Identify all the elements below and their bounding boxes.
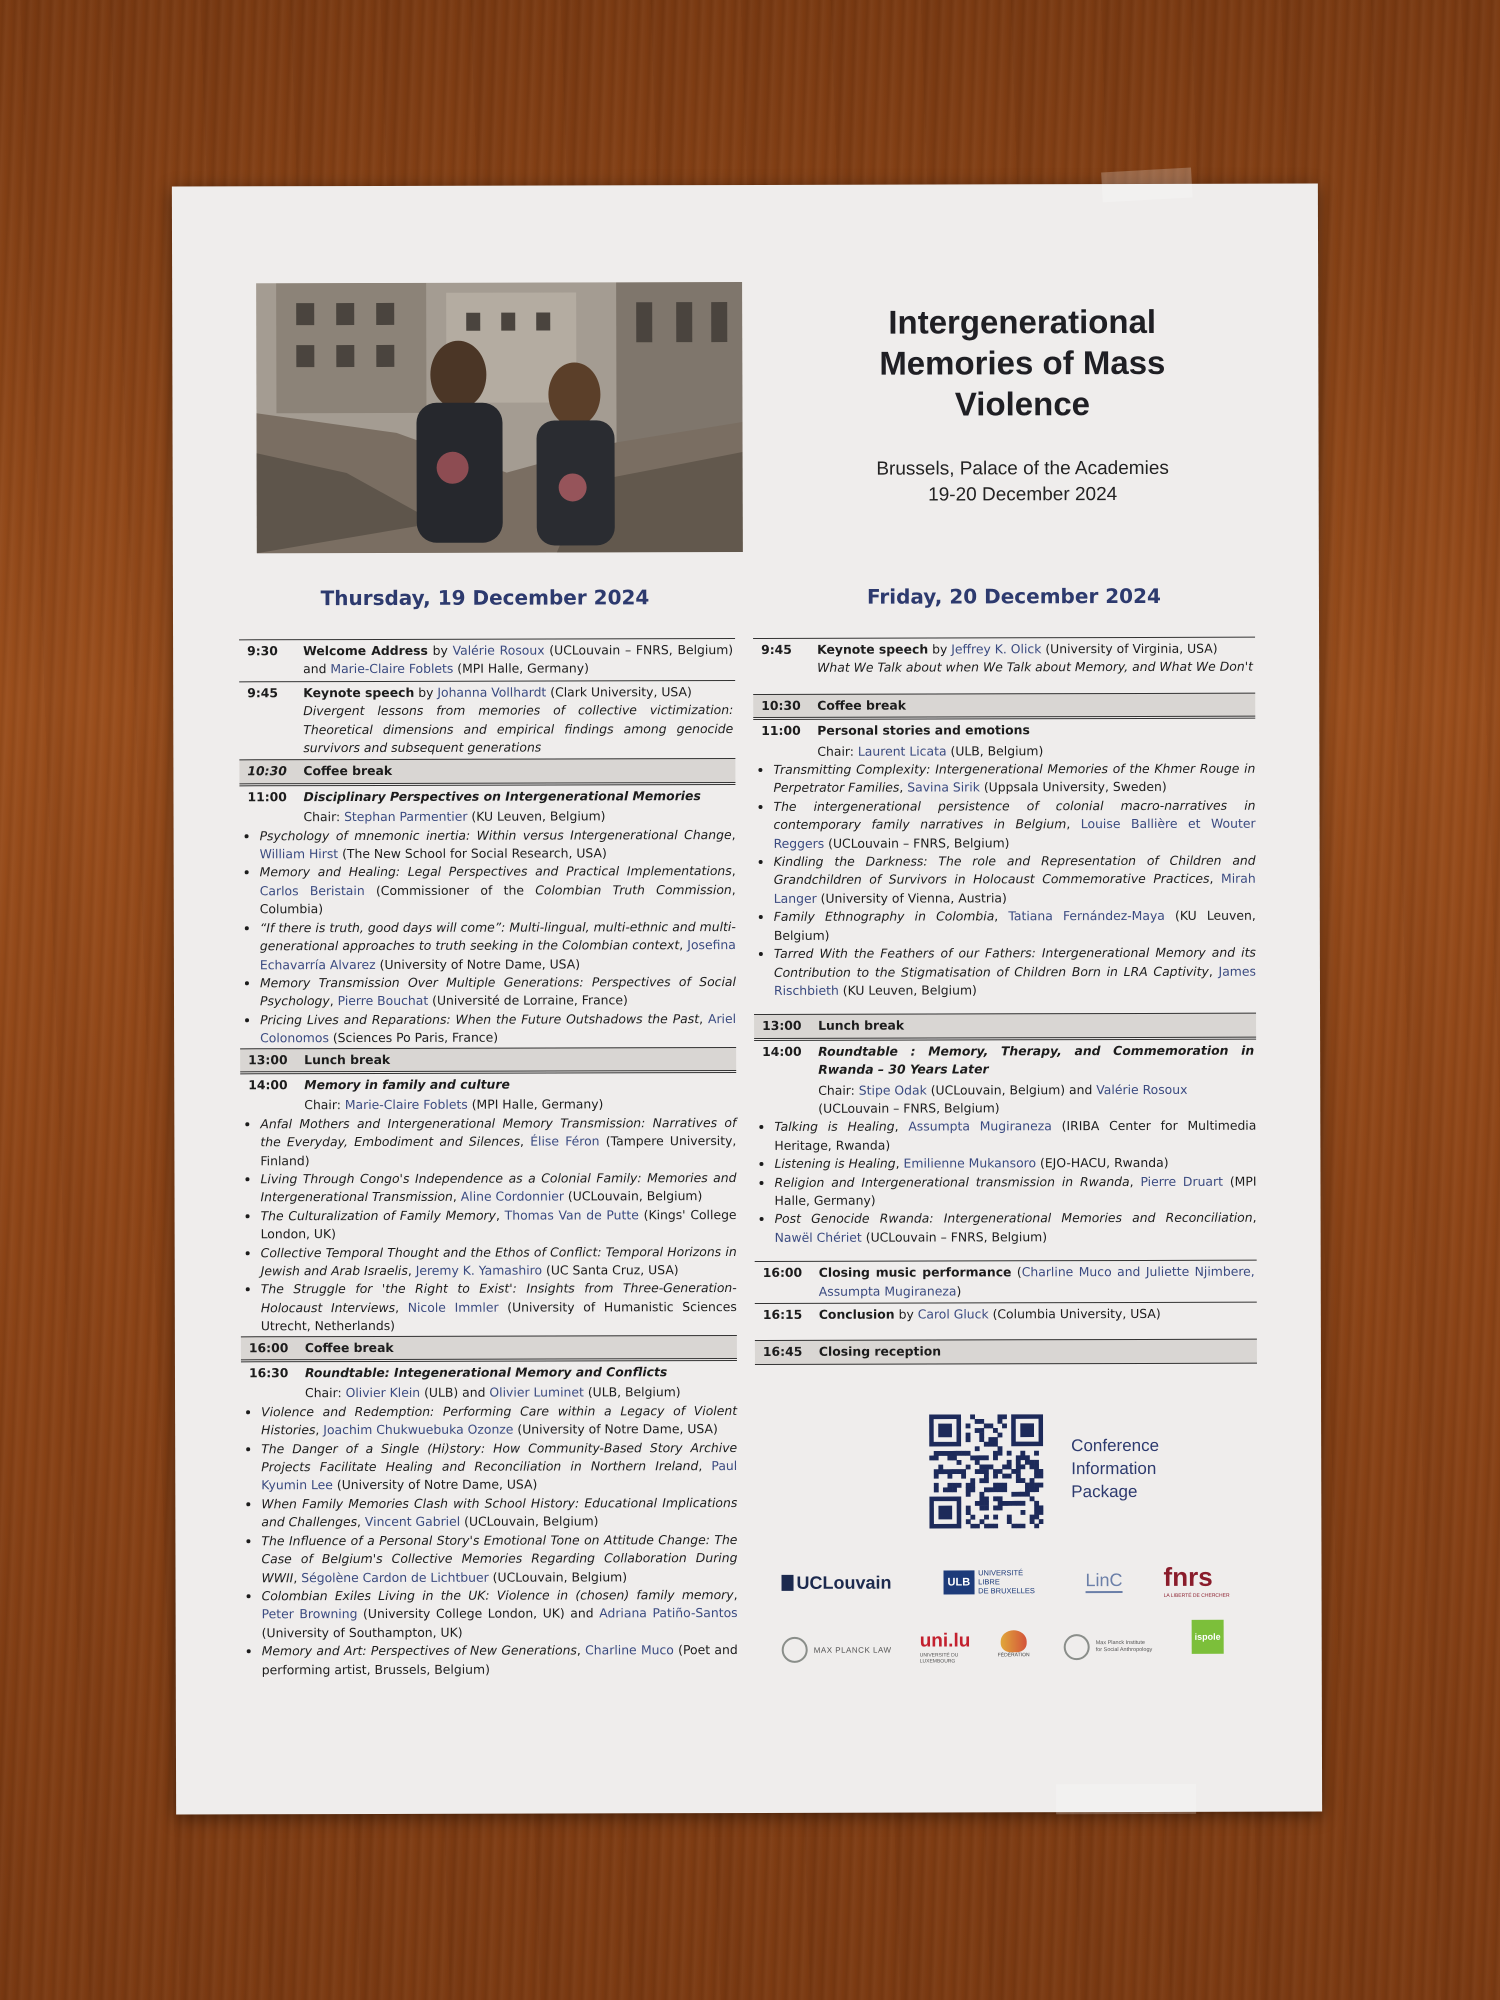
session-time: 16:45 — [762, 1344, 803, 1360]
session-title: Lunch break — [818, 1017, 905, 1034]
date-line: 19-20 December 2024 — [928, 484, 1118, 506]
thursday-program — [239, 638, 738, 1679]
talk-list — [753, 760, 1256, 1001]
talk-item: • Psychology of mnemonic inertia: Within versus Intergenerational Change, William Hirst (The New School for Social Research, USA) — [260, 826, 736, 864]
spacer — [755, 1246, 1257, 1261]
conference-qr-code[interactable] — [929, 1414, 1043, 1528]
ulb-text-line: DE BRUXELLES — [978, 1586, 1035, 1596]
poster — [172, 184, 1322, 1815]
talk-item: • Transmitting Complexity: Intergenerational Memories of the Khmer Rouge in Perpetrator Families, Savina Sirik (Uppsala University, Sweden) — [773, 760, 1255, 798]
talk-item: • Memory Transmission Over Multiple Generations: Perspectives of Social Psychology, Pierre Bouchat (Université de Lorraine, France) — [260, 973, 736, 1011]
talk-item: • Talking is Healing, Assumpta Mugiraneza (IRIBA Center for Multimedia Heritage, Rwanda) — [774, 1117, 1256, 1155]
talk-item: • Pricing Lives and Reparations: When the Future Outshadows the Past, Ariel Colonomos (Sciences Po Paris, France) — [260, 1010, 736, 1048]
program-session — [239, 638, 735, 681]
session-title: Roundtable : Memory, Therapy, and Commemoration in Rwanda – 30 Years Later — [818, 1042, 1255, 1077]
session-title: Lunch break — [304, 1051, 391, 1067]
session-time: 14:00 — [762, 1043, 802, 1059]
session-time: 16:00 — [248, 1339, 289, 1355]
program-break-row — [753, 692, 1255, 718]
session-title: Welcome Address by Valérie Rosoux (UCLouvain – FNRS, Belgium) and Marie-Claire Foblets (MPI Halle, Germany) — [303, 642, 734, 677]
unilu-label: uni.lu — [919, 1630, 971, 1652]
thursday-heading: Thursday, 19 December 2024 — [320, 585, 650, 611]
talk-item: • The Culturalization of Family Memory, Thomas Van de Putte (Kings' College London, UK) — [261, 1206, 737, 1244]
session-body — [817, 721, 1255, 741]
friday-program — [753, 637, 1257, 1366]
program-break-row — [241, 1335, 737, 1361]
program-session — [240, 1072, 736, 1097]
talk-item: • Religion and Intergenerational transmission in Rwanda, Pierre Druart (MPI Halle, Germany) — [774, 1172, 1256, 1210]
uclouvain-mark-icon — [782, 1575, 794, 1591]
program-session — [755, 1260, 1257, 1303]
session-body — [819, 1342, 1257, 1362]
talk-item: • Violence and Redemption: Performing Care within a Legacy of Violent Histories, Joachim Chukwuebuka Ozonze (University of Notre Dame, USA) — [261, 1402, 737, 1440]
program-break-row — [240, 1047, 736, 1073]
federation-label: FÉDÉRATION — [997, 1652, 1030, 1659]
fnrs-logo — [1163, 1562, 1229, 1599]
session-body — [304, 1050, 736, 1070]
program-break-row — [239, 758, 735, 784]
mpi-social-line: for Social Anthropology — [1095, 1646, 1153, 1654]
session-title: Keynote speech by Jeffrey K. Olick (University of Virginia, USA) What We Talk about when We Talk about Memory, and What We Don't — [817, 640, 1253, 676]
ulb-logo — [943, 1568, 1034, 1595]
mpi-social-line: Max Planck Institute — [1095, 1639, 1145, 1647]
tape-top-right — [1101, 168, 1193, 203]
session-body — [303, 641, 735, 679]
program-break-row — [755, 1339, 1257, 1365]
spacer — [753, 678, 1255, 693]
program-session — [754, 1038, 1256, 1081]
talk-item: • The Danger of a Single (Hi)story: How Community-Based Story Archive Projects Facilitate Healing and Reconciliation in Northern Ireland, Paul Kyumin Lee (University of Notre Dame, USA) — [261, 1439, 737, 1495]
qr-pattern — [929, 1414, 1043, 1528]
uclouvain-logo — [782, 1573, 892, 1594]
federation-mark-icon — [1001, 1630, 1027, 1652]
qr-label — [1071, 1434, 1159, 1503]
talk-item: • Post Genocide Rwanda: Intergenerational Memories and Reconciliation, Nawël Chériet (UCLouvain – FNRS, Belgium) — [775, 1209, 1257, 1247]
session-body — [303, 683, 735, 758]
session-time: 16:15 — [762, 1306, 803, 1322]
session-title: Disciplinary Perspectives on Intergenerational Memories — [303, 787, 701, 805]
session-title: Closing music performance (Charline Muco and Juliette Njimbere, Assumpta Mugiraneza) — [818, 1263, 1255, 1299]
fnrs-sub: LA LIBERTÉ DE CHERCHER — [1163, 1592, 1230, 1599]
session-title: Roundtable: Integenerational Memory and Conflicts — [304, 1364, 668, 1381]
mpi-social-text — [1096, 1640, 1153, 1654]
venue-line: Brussels, Palace of the Academies — [876, 457, 1169, 480]
session-chair: Chair: Marie-Claire Foblets (MPI Halle, Germany) — [304, 1096, 604, 1113]
talk-item: • The Struggle for 'the Right to Exist': Insights from Three-Generation-Holocaust Interviews, Nicole Immler (University of Humanistic Sciences Utrecht, Netherlands) — [261, 1279, 737, 1335]
talk-item: • When Family Memories Clash with School History: Educational Implications and Challenges, Vincent Gabriel (UCLouvain, Belgium) — [261, 1494, 737, 1532]
talk-item: • Memory and Art: Perspectives of New Generations, Charline Muco (Poet and performing artist, Brussels, Belgium) — [262, 1641, 738, 1679]
maxplanck-law-label: MAX PLANCK LAW — [813, 1645, 892, 1655]
ispole-logo: ispole — [1192, 1620, 1224, 1654]
talk-item: • Memory and Healing: Legal Perspectives and Practical Implementations, Carlos Beristain (Commissioner of the Colombian Truth Commission, Columbia) — [260, 862, 736, 918]
session-body — [305, 1363, 737, 1383]
talk-item: • Collective Temporal Thought and the Ethos of Conflict: Temporal Horizons in Jewish and Arab Israelis, Jeremy K. Yamashiro (UC Santa Cruz, USA) — [261, 1243, 737, 1281]
session-body — [303, 787, 735, 807]
talk-item: • Family Ethnography in Colombia, Tatiana Fernández-Maya (KU Leuven, Belgium) — [774, 907, 1256, 945]
session-body — [818, 1016, 1256, 1036]
program-session — [239, 680, 735, 760]
session-title: Keynote speech by Johanna Vollhardt (Clark University, USA) Divergent lessons from memories of collective victimization: Theoretical dimensions and empirical findings among genocide survivors and subsequent generations — [303, 683, 734, 756]
session-title: Coffee break — [304, 1339, 394, 1355]
session-chair: Chair: Stipe Odak (UCLouvain, Belgium) and Valérie Rosoux (UCLouvain – FNRS, Belgium) — [818, 1081, 1188, 1116]
talk-item: • Kindling the Darkness: The role and Representation of Children and Grandchildren of Survivors in Holocaust Commemorative Practices, Mirah Langer (University of Vienna, Austria) — [774, 852, 1256, 908]
unilu-sub-line: UNIVERSITÉ DU — [919, 1652, 959, 1659]
session-time: 11:00 — [761, 723, 801, 739]
session-chair: Chair: Laurent Licata (ULB, Belgium) — [817, 742, 1044, 759]
title-line: Intergenerational — [888, 302, 1157, 341]
program-session — [241, 1360, 737, 1385]
session-time: 10:30 — [247, 763, 287, 779]
fnrs-label: fnrs — [1163, 1561, 1213, 1592]
session-body — [817, 640, 1255, 678]
unilu-logo — [920, 1630, 971, 1664]
session-chair: Chair: Stephan Parmentier (KU Leuven, Belgium) — [303, 808, 606, 825]
session-title: Coffee break — [303, 763, 393, 779]
title-line: Memories of Mass — [879, 343, 1166, 382]
spacer — [754, 999, 1256, 1014]
session-title: Memory in family and culture — [304, 1076, 510, 1093]
children-in-rubble-photo — [256, 282, 743, 553]
talk-list — [240, 1114, 737, 1336]
uclouvain-label: UCLouvain — [796, 1572, 892, 1593]
qr-label-line: Information — [1071, 1458, 1157, 1479]
ulb-text — [978, 1568, 1035, 1595]
session-time: 13:00 — [248, 1051, 288, 1067]
venue-date — [813, 456, 1233, 509]
talk-item: • Colombian Exiles Living in the UK: Violence in (chosen) family memory, Peter Browning (University College London, UK) and Adriana Patiño-Santos (University of Southampton, UK) — [262, 1586, 738, 1642]
minerva-icon — [782, 1637, 808, 1663]
session-chair: Chair: Olivier Klein (ULB) and Olivier Luminet (ULB, Belgium) — [305, 1384, 681, 1401]
session-time: 13:00 — [762, 1018, 802, 1034]
poster-title — [812, 301, 1232, 425]
session-time: 16:30 — [248, 1365, 289, 1381]
program-session — [753, 637, 1255, 680]
session-time: 16:00 — [762, 1265, 803, 1281]
title-line: Violence — [954, 385, 1091, 423]
linc-logo: LinC — [1085, 1570, 1122, 1593]
tape-bottom-right — [1056, 1784, 1196, 1814]
talk-item: • The Influence of a Personal Story's Emotional Tone on Attitude Change: The Case of Belgium's Collective Memories Regarding Collaboration During WWII, Ségolène Cardon de Lichtbuer (UCLouvain, Belgium) — [261, 1531, 737, 1587]
session-title: Closing reception — [818, 1343, 942, 1360]
talk-list — [240, 826, 737, 1048]
maxplanck-law-logo — [782, 1637, 892, 1663]
session-title: Conclusion by Carol Gluck (Columbia University, USA) — [818, 1305, 1161, 1322]
program-session — [239, 784, 735, 809]
talk-item: • Living Through Congo's Independence as a Colonial Family: Memories and Intergenerational Transmission, Aline Cordonnier (UCLouvain, Belgium) — [260, 1169, 736, 1207]
program-session — [753, 718, 1255, 743]
session-time: 9:45 — [761, 641, 792, 657]
ulb-text-line: UNIVERSITÉ — [978, 1568, 1024, 1578]
program-session — [755, 1302, 1257, 1327]
qr-label-line: Package — [1071, 1481, 1138, 1502]
unilu-sub-line: LUXEMBOURG — [919, 1658, 956, 1665]
session-title: Personal stories and emotions — [817, 722, 1030, 739]
session-time: 14:00 — [248, 1077, 288, 1093]
session-time: 10:30 — [761, 697, 801, 713]
federation-logo — [998, 1630, 1030, 1658]
session-title: Coffee break — [817, 697, 907, 713]
session-time: 9:30 — [247, 643, 278, 659]
session-body — [818, 1041, 1256, 1079]
talk-list — [241, 1402, 738, 1679]
qr-label-line: Conference — [1071, 1435, 1160, 1456]
mpi-social-anthropology-logo — [1064, 1634, 1153, 1660]
program-break-row — [754, 1013, 1256, 1039]
ulb-text-line: LIBRE — [978, 1577, 1000, 1587]
session-body — [305, 1338, 737, 1358]
session-body — [817, 695, 1255, 715]
session-body — [304, 1075, 736, 1095]
session-time: 9:45 — [247, 685, 279, 701]
minerva-icon — [1064, 1634, 1090, 1660]
talk-item: • Anfal Mothers and Intergenerational Memory Transmission: Narratives of the Everyday, Embodiment and Silences, Élise Féron (Tampere University, Finland) — [260, 1114, 736, 1170]
talk-list — [754, 1117, 1256, 1247]
session-body — [303, 761, 735, 781]
talk-item: • The intergenerational persistence of colonial macro-narratives in contemporary family narratives in Belgium, Louise Ballière et Wouter Reggers (UCLouvain – FNRS, Belgium) — [773, 797, 1255, 853]
session-time: 11:00 — [247, 789, 287, 805]
session-body — [819, 1263, 1257, 1301]
session-body — [819, 1305, 1257, 1325]
friday-heading: Friday, 20 December 2024 — [866, 583, 1161, 609]
ulb-badge: ULB — [943, 1570, 974, 1594]
talk-item: • “If there is truth, good days will come”: Multi-lingual, multi-ethnic and multi-generational approaches to truth seeking in the Colombian context, Josefina Echavarría Alvarez (University of Notre Dame, USA) — [260, 918, 736, 974]
talk-item: • Tarred With the Feathers of our Fathers: Intergenerational Memory and its Contribution to the Stigmatisation of Children Born in LRA Captivity, James Rischbieth (KU Leuven, Belgium) — [774, 944, 1256, 1000]
talk-item: • Listening is Healing, Emilienne Mukansoro (EJO-HACU, Rwanda) — [774, 1154, 1256, 1174]
spacer — [755, 1325, 1257, 1340]
